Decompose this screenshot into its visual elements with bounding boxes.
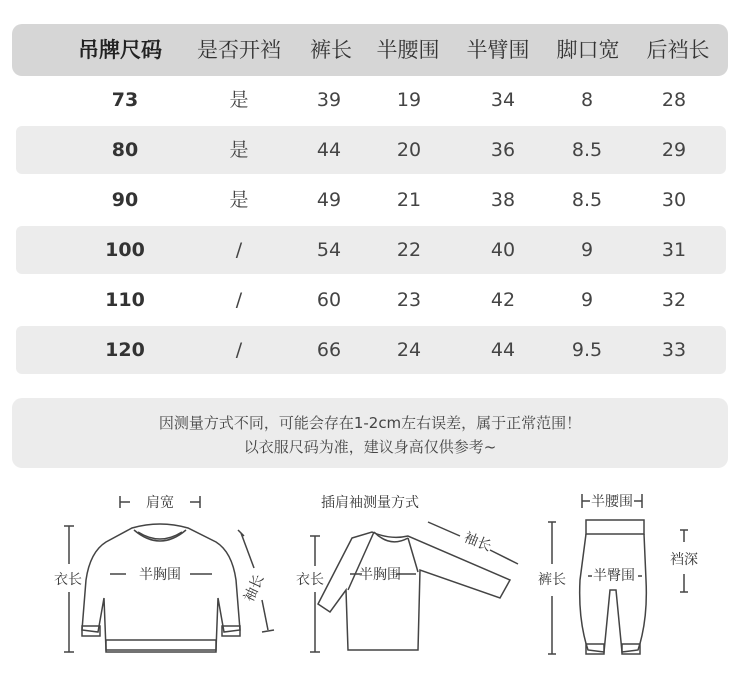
table-row: [16, 176, 726, 224]
raglan-title-label: 插肩袖测量方式: [321, 495, 419, 511]
raglan-diagram: [290, 480, 530, 680]
header-pants-length: 裤长: [310, 38, 352, 62]
size-table-header: [12, 24, 728, 76]
cell-back-rise: 33: [661, 339, 687, 361]
raglan-chest-label: 半胸围: [359, 567, 401, 583]
cell-size: 120: [105, 339, 145, 361]
cell-size: 110: [105, 289, 145, 311]
raglan-length-label: 衣长: [296, 572, 324, 588]
table-row: [16, 226, 726, 274]
cell-back-rise: 28: [661, 89, 687, 111]
header-open-crotch: 是否开裆: [197, 38, 281, 62]
pants-diagram: [530, 480, 730, 680]
cell-half-arm: 36: [490, 139, 516, 161]
cell-size: 80: [111, 139, 139, 161]
cell-half-waist: 22: [396, 239, 422, 261]
measurement-note: [12, 398, 728, 468]
sweater-chest-label: 半胸围: [139, 567, 181, 583]
cell-back-rise: 29: [661, 139, 687, 161]
cell-half-waist: 19: [396, 89, 422, 111]
pants-waist-label: 半腰围: [591, 494, 633, 510]
cell-half-waist: 24: [396, 339, 422, 361]
cell-cuff-width: 9: [580, 239, 594, 261]
sweater-shoulder-label: 肩宽: [146, 495, 174, 511]
cell-half-arm: 34: [490, 89, 516, 111]
cell-cuff-width: 9.5: [571, 339, 603, 361]
pants-thigh-label: 半臀围: [593, 568, 635, 584]
cell-open-crotch: 是: [229, 189, 249, 211]
cell-pants-length: 49: [316, 189, 342, 211]
cell-half-waist: 20: [396, 139, 422, 161]
cell-pants-length: 44: [316, 139, 342, 161]
cell-size: 90: [111, 189, 139, 211]
cell-open-crotch: 是: [229, 139, 249, 161]
sweater-sleeve-label: 袖长: [241, 572, 268, 605]
cell-half-arm: 40: [490, 239, 516, 261]
cell-open-crotch: /: [235, 339, 243, 361]
cell-half-waist: 21: [396, 189, 422, 211]
cell-cuff-width: 8.5: [571, 139, 603, 161]
table-row: [16, 276, 726, 324]
cell-pants-length: 66: [316, 339, 342, 361]
cell-back-rise: 32: [661, 289, 687, 311]
cell-open-crotch: /: [235, 239, 243, 261]
cell-cuff-width: 8.5: [571, 189, 603, 211]
sweater-length-label: 衣长: [54, 572, 82, 588]
cell-half-waist: 23: [396, 289, 422, 311]
sweater-diagram: [40, 480, 280, 680]
cell-back-rise: 30: [661, 189, 687, 211]
note-line-1: 因测量方式不同，可能会存在1-2cm左右误差，属于正常范围！: [158, 414, 582, 432]
cell-size: 73: [111, 89, 139, 111]
table-row: [16, 76, 726, 124]
cell-half-arm: 42: [490, 289, 516, 311]
cell-pants-length: 39: [316, 89, 342, 111]
cell-pants-length: 54: [316, 239, 342, 261]
cell-pants-length: 60: [316, 289, 342, 311]
raglan-sleeve-label: 袖长: [461, 529, 494, 555]
cell-size: 100: [105, 239, 145, 261]
cell-open-crotch: /: [235, 289, 243, 311]
header-half-arm: 半臂围: [466, 38, 530, 62]
cell-open-crotch: 是: [229, 89, 249, 111]
table-row: [16, 326, 726, 374]
cell-cuff-width: 9: [580, 289, 594, 311]
cell-half-arm: 44: [490, 339, 516, 361]
cell-back-rise: 31: [661, 239, 687, 261]
table-row: [16, 126, 726, 174]
header-cuff-width: 脚口宽: [556, 38, 620, 62]
cell-cuff-width: 8: [580, 89, 594, 111]
pants-length-label: 裤长: [538, 572, 566, 588]
pants-rise-label: 裆深: [670, 552, 698, 568]
header-size: 吊牌尺码: [78, 38, 162, 62]
note-line-2: 以衣服尺码为准，建议身高仅供参考~: [243, 438, 497, 456]
cell-half-arm: 38: [490, 189, 516, 211]
header-half-waist: 半腰围: [376, 38, 440, 62]
header-back-rise: 后裆长: [646, 38, 710, 62]
